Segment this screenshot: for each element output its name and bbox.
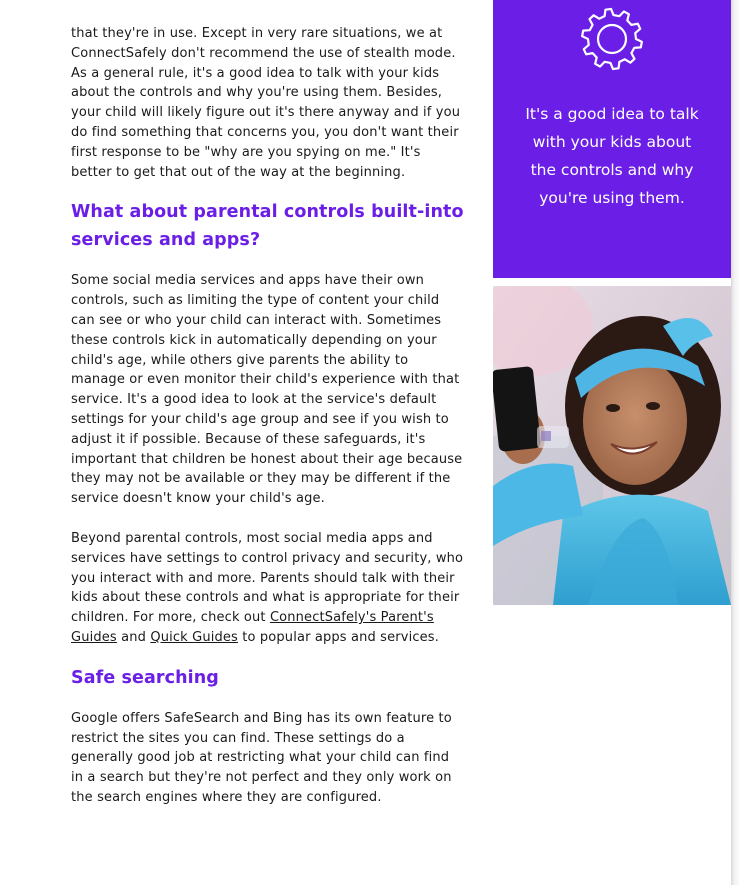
article-paragraph-safesearch: Google offers SafeSearch and Bing has its own feature to restrict the sites you can find. These settings do a generally good job at restricting what your child can find in a search but they're not perfect and they only work on the search engines where they are configured. [71,710,452,805]
article-paragraph-stealth: that they're in use. Except in very rare situations, we at ConnectSafely don't recommend the use of stealth mode. As a general rule, it's a good idea to talk with your kids about the controls and why you're using them. Besides, your child will likely figure out it's there anyway and if you do find something that concerns you, you don't want their first response to be "why are you spying on me." It's better to get that out of the way at the beginning. [71,26,461,180]
heading-safe-searching: Safe searching [71,667,219,688]
paragraph-text-middle: and [116,629,151,645]
girl-with-phone-photo [493,286,731,605]
article-column [71,24,465,808]
article-paragraph-settings [71,529,465,648]
gear-icon [580,7,644,71]
parents-guides-link[interactable]: ConnectSafely's Parent's Guides [71,610,434,645]
paragraph-text-before: Beyond parental controls, most social media apps and services have settings to control privacy and security, who you interact with and more. Parents should talk with their kids about these controls and what is appropriate for their children. For more, check out [71,530,464,626]
callout-quote: It's a good idea to talk with your kids about the controls and why you're using them. [525,105,699,207]
quick-guides-link[interactable]: Quick Guides [150,629,238,645]
heading-parental-controls: What about parental controls built-into services and apps? [71,202,464,251]
paragraph-text-after: to popular apps and services. [237,629,439,645]
article-paragraph-builtin-controls: Some social media services and apps have their own controls, such as limiting the type of content your child can see or who your child can interact with. Sometimes these controls kick in automatically depending on your child's age, while others give parents the ability to manage or even monitor their child's experience with that service. It's a good idea to look at the service's default settings for your child's age group and see if you wish to adjust it if possible. Because of these safeguards, it's important that children be honest about their age because they may not be available or they may be different if the service doesn't know your child's age. [71,273,463,507]
page-edge-shadow [731,0,739,885]
callout-box [493,0,731,278]
